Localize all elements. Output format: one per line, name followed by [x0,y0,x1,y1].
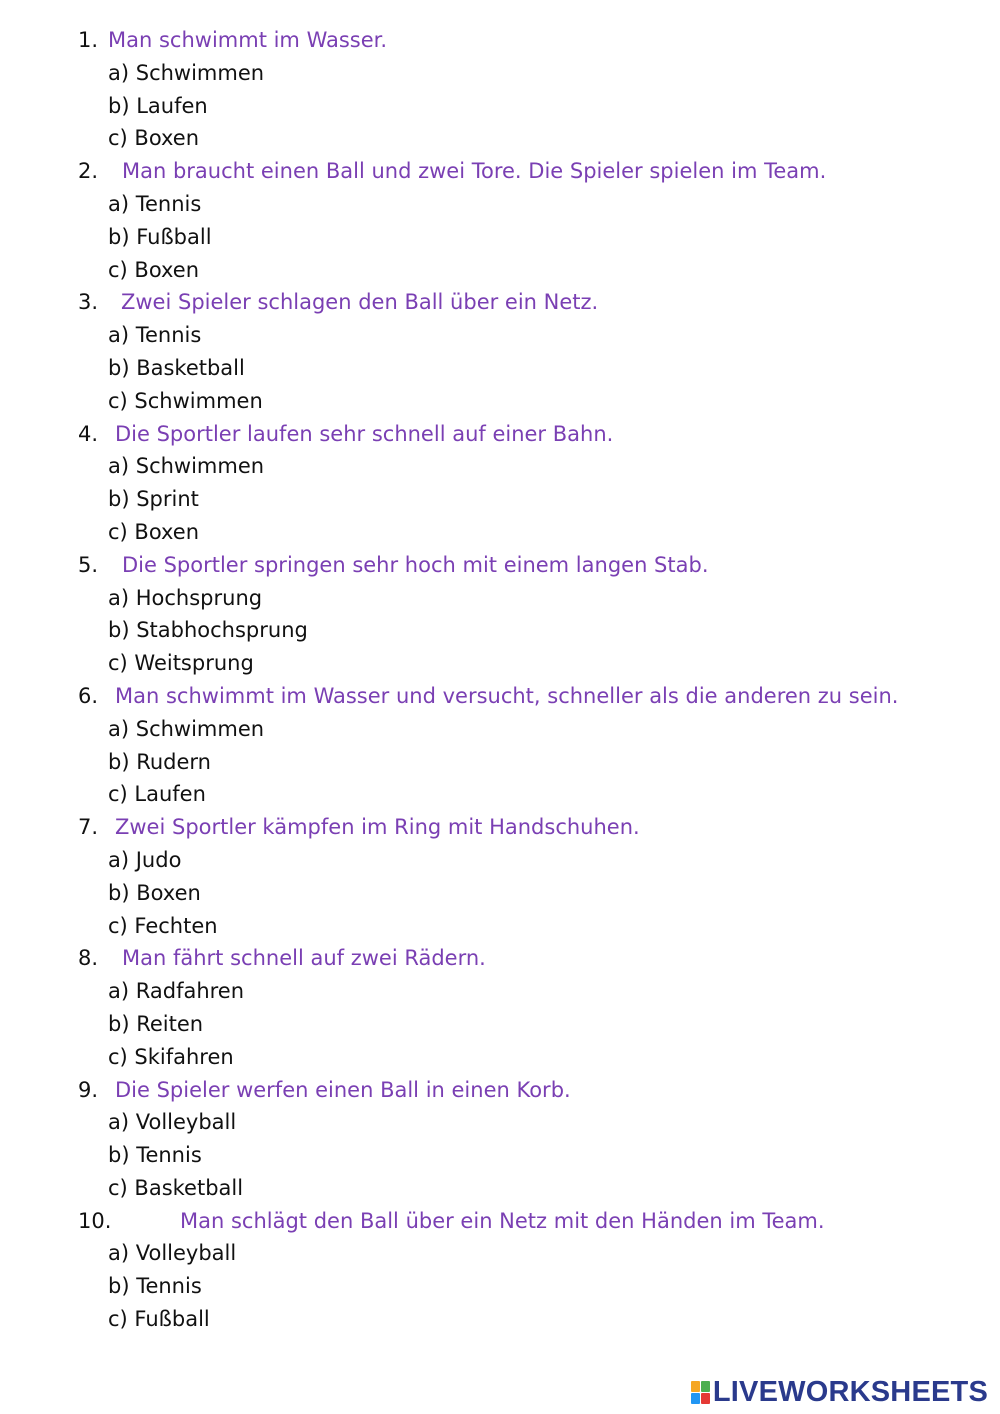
question-text: Man schwimmt im Wasser und versucht, schneller als die anderen zu sein. [115,683,899,708]
question-3 [0,286,1000,319]
answer-option[interactable]: b) Boxen [108,880,201,905]
question-number: 8. [78,946,99,971]
question-6 [0,680,1000,713]
answer-option[interactable]: b) Stabhochsprung [108,618,308,643]
answer-option[interactable]: c) Boxen [108,126,200,151]
question-text: Die Sportler laufen sehr schnell auf einer Bahn. [115,421,614,446]
liveworksheets-branding [691,1376,988,1408]
question-text: Man fährt schnell auf zwei Rädern. [122,946,486,971]
question-number: 7. [78,815,99,840]
answer-option[interactable]: a) Tennis [108,323,202,348]
answer-option[interactable]: c) Boxen [108,257,200,282]
question-number: 6. [78,683,99,708]
answer-option[interactable]: a) Judo [108,847,182,872]
question-text: Zwei Sportler kämpfen im Ring mit Handschuhen. [115,815,640,840]
question-number: 4. [78,421,99,446]
answer-option[interactable]: a) Schwimmen [108,716,265,741]
question-text: Man schwimmt im Wasser. [108,28,388,52]
question-4 [0,418,1000,451]
answer-option[interactable]: b) Laufen [108,93,208,118]
answer-option[interactable]: b) Tennis [108,1274,202,1299]
answer-option[interactable]: b) Reiten [108,1011,204,1036]
answer-option[interactable]: c) Fechten [108,913,218,938]
logo-tile [691,1393,700,1404]
question-text: Man schlägt den Ball über ein Netz mit den Händen im Team. [180,1208,825,1233]
answer-option[interactable]: c) Weitsprung [108,651,254,676]
question-9 [0,1074,1000,1107]
answer-option[interactable]: b) Sprint [108,487,199,512]
question-number: 5. [78,552,99,577]
answer-option[interactable]: a) Radfahren [108,979,245,1004]
answer-option[interactable]: b) Rudern [108,749,211,774]
answer-option[interactable]: a) Volleyball [108,1241,237,1266]
answer-option[interactable]: c) Fußball [108,1307,210,1332]
question-number: 10. [78,1208,112,1233]
question-text: Man braucht einen Ball und zwei Tore. Die Spieler spielen im Team. [122,159,827,184]
answer-option[interactable]: c) Laufen [108,782,206,807]
question-number: 9. [78,1077,99,1102]
question-number: 1. [78,28,99,52]
question-text: Die Sportler springen sehr hoch mit einem langen Stab. [122,552,709,577]
answer-option[interactable]: c) Schwimmen [108,388,263,413]
answer-option[interactable]: c) Skifahren [108,1044,234,1069]
question-text: Zwei Spieler schlagen den Ball über ein Netz. [121,290,599,315]
answer-option[interactable]: c) Basketball [108,1175,244,1200]
liveworksheets-logo-icon [691,1381,710,1404]
question-number: 2. [78,159,99,184]
logo-tile [701,1381,710,1392]
logo-tile [691,1381,700,1392]
question-5 [0,549,1000,582]
question-number: 3. [78,290,99,315]
brand-text: LIVEWORKSHEETS [712,1375,988,1408]
question-10 [0,1205,1000,1238]
answer-option[interactable]: b) Fußball [108,224,212,249]
answer-option[interactable]: a) Hochsprung [108,585,263,610]
answer-option[interactable]: b) Basketball [108,355,245,380]
question-text: Die Spieler werfen einen Ball in einen Korb. [115,1077,571,1102]
logo-tile [701,1393,710,1404]
answer-option[interactable]: b) Tennis [108,1143,202,1168]
question-7 [0,811,1000,844]
answer-option[interactable]: a) Schwimmen [108,60,265,85]
answer-option[interactable]: a) Tennis [108,191,202,216]
answer-option[interactable]: a) Schwimmen [108,454,265,479]
answer-option[interactable]: c) Boxen [108,519,200,544]
answer-option[interactable]: a) Volleyball [108,1110,237,1135]
worksheet [0,24,1000,1336]
question-8 [0,942,1000,975]
question-2 [0,155,1000,188]
question-1 [0,24,1000,57]
